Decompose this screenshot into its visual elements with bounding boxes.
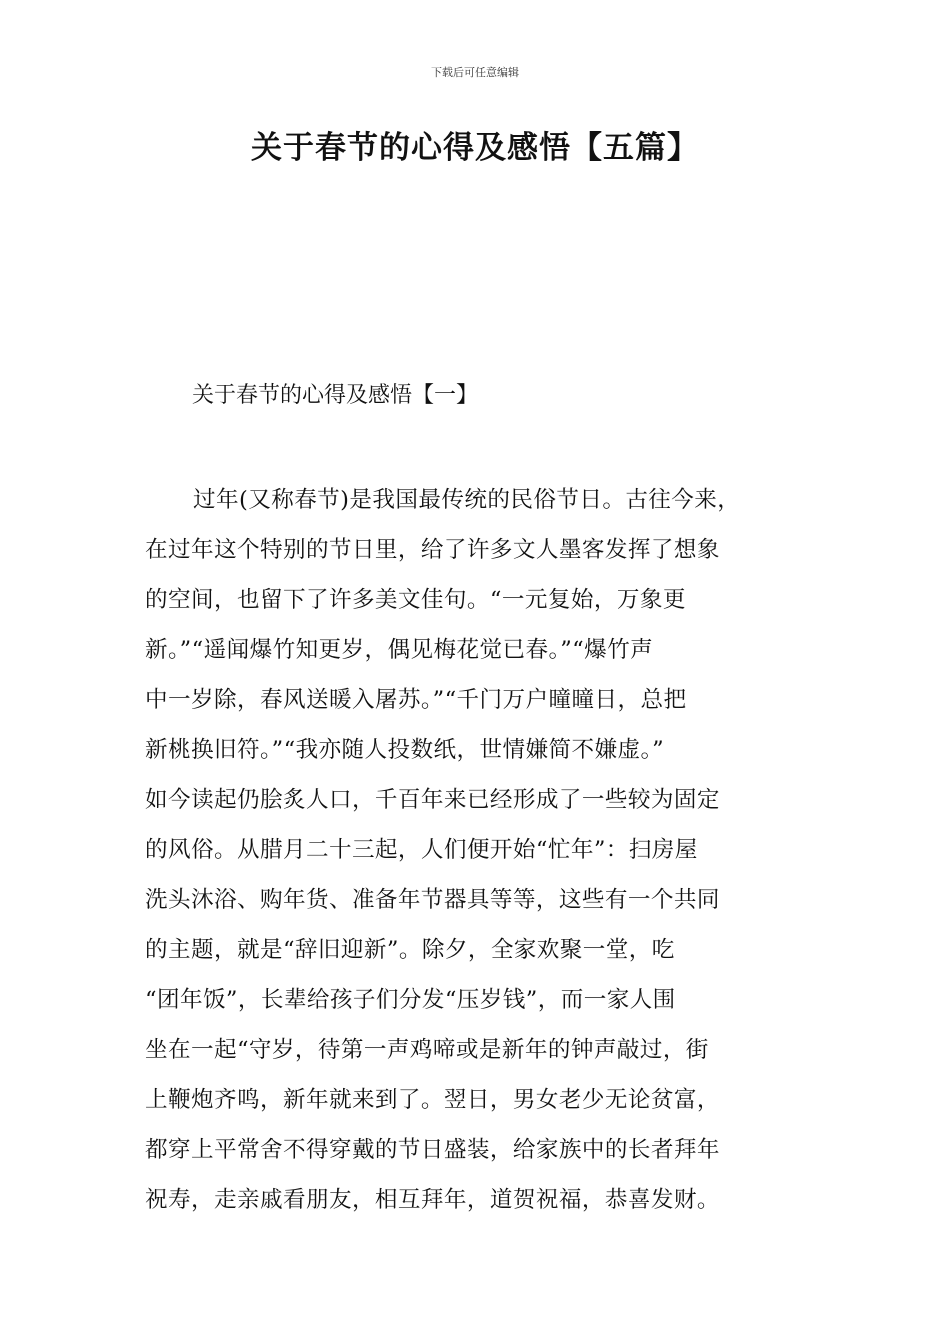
header-note: 下载后可任意编辑 — [431, 66, 519, 79]
paragraph-line: 坐在一起“守岁，待第一声鸡啼或是新年的钟声敲过，街 — [145, 1037, 709, 1063]
paragraph-line: 都穿上平常舍不得穿戴的节日盛装，给家族中的长者拜年 — [145, 1137, 720, 1163]
paragraph-line: 上鞭炮齐鸣，新年就来到了。翌日，男女老少无论贫富， — [145, 1087, 720, 1113]
paragraph-line: 过年(又称春节)是我国最传统的民俗节日。古往今来， — [193, 487, 741, 513]
paragraph-line: 的主题，就是“辞旧迎新”。除夕，全家欢聚一堂，吃 — [145, 937, 675, 963]
paragraph-line: 中一岁除，春风送暖入屠苏。”“千门万户曈曈日，总把 — [145, 687, 687, 713]
paragraph-line: 新。”“遥闻爆竹知更岁，偶见梅花觉已春。”“爆竹声 — [145, 637, 654, 663]
paragraph-line: 新桃换旧符。”“我亦随人投数纸，世情嫌简不嫌虚。” — [145, 737, 665, 763]
paragraph-line: 如今读起仍脍炙人口，千百年来已经形成了一些较为固定 — [145, 787, 720, 813]
section-heading: 关于春节的心得及感悟【一】 — [192, 383, 479, 408]
paragraph-line: 在过年这个特别的节日里，给了许多文人墨客发挥了想象 — [145, 537, 720, 563]
paragraph-line: 祝寿，走亲戚看朋友，相互拜年，道贺祝福，恭喜发财。 — [145, 1187, 720, 1213]
paragraph-line: “团年饭”，长辈给孩子们分发“压岁钱”，而一家人围 — [145, 987, 676, 1013]
paragraph-line: 的风俗。从腊月二十三起，人们便开始“忙年”：扫房屋 — [145, 837, 698, 863]
body-paragraph — [145, 475, 835, 1225]
document-title: 关于春节的心得及感悟【五篇】 — [251, 130, 699, 166]
paragraph-line: 洗头沐浴、购年货、准备年节器具等等，这些有一个共同 — [145, 887, 720, 913]
paragraph-line: 的空间，也留下了许多美文佳句。“一元复始，万象更 — [145, 587, 686, 613]
